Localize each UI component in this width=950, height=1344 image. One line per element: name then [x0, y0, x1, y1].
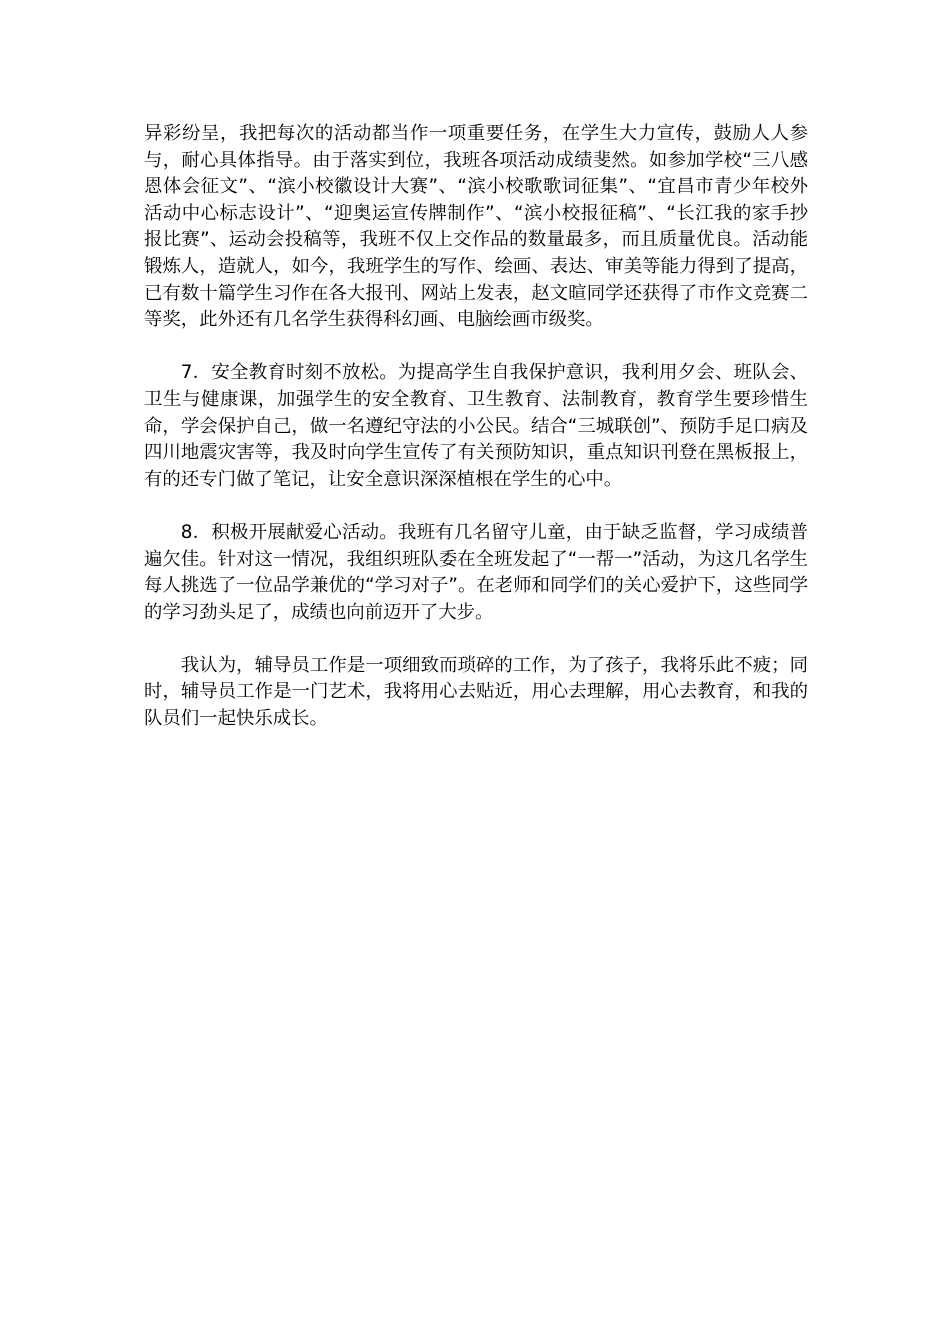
document-body: [144, 121, 808, 733]
paragraph-caring-activities: 8．积极开展献爱心活动。我班有几名留守儿童，由于缺乏监督，学习成绩普遍欠佳。针对这一情况，我组织班队委在全班发起了“一帮一”活动，为这几名学生每人挑选了一位品学兼优的“学习对子”。在老师和同学们的关心爱护下，这些同学的学习劲头足了，成绩也向前迈开了大步。: [144, 521, 808, 623]
paragraph-continued: 异彩纷呈，我把每次的活动都当作一项重要任务，在学生大力宣传，鼓励人人参与，耐心具体指导。由于落实到位，我班各项活动成绩斐然。如参加学校“三八感恩体会征文”、“滨小校徽设计大赛”、“滨小校歌歌词征集”、“宜昌市青少年校外活动中心标志设计”、“迎奥运宣传牌制作”、“滨小校报征稿”、“长江我的家手抄报比赛”、运动会投稿等，我班不仅上交作品的数量最多，而且质量优良。活动能锻炼人，造就人，如今，我班学生的写作、绘画、表达、审美等能力得到了提高，已有数十篇学生习作在各大报刊、网站上发表，赵文暄同学还获得了市作文竞赛二等奖，此外还有几名学生获得科幻画、电脑绘画市级奖。: [144, 123, 808, 331]
paragraph-safety-education: 7．安全教育时刻不放松。为提高学生自我保护意识，我利用夕会、班队会、卫生与健康课，加强学生的安全教育、卫生教育、法制教育，教育学生要珍惜生命，学会保护自己，做一名遵纪守法的小公民。结合“三城联创”、预防手足口病及四川地震灾害等，我及时向学生宣传了有关预防知识，重点知识刊登在黑板报上，有的还专门做了笔记，让安全意识深深植根在学生的心中。: [144, 362, 808, 490]
paragraph-conclusion: 我认为，辅导员工作是一项细致而琐碎的工作，为了孩子，我将乐此不疲；同时，辅导员工作是一门艺术，我将用心去贴近，用心去理解，用心去教育，和我的队员们一起快乐成长。: [144, 654, 808, 730]
